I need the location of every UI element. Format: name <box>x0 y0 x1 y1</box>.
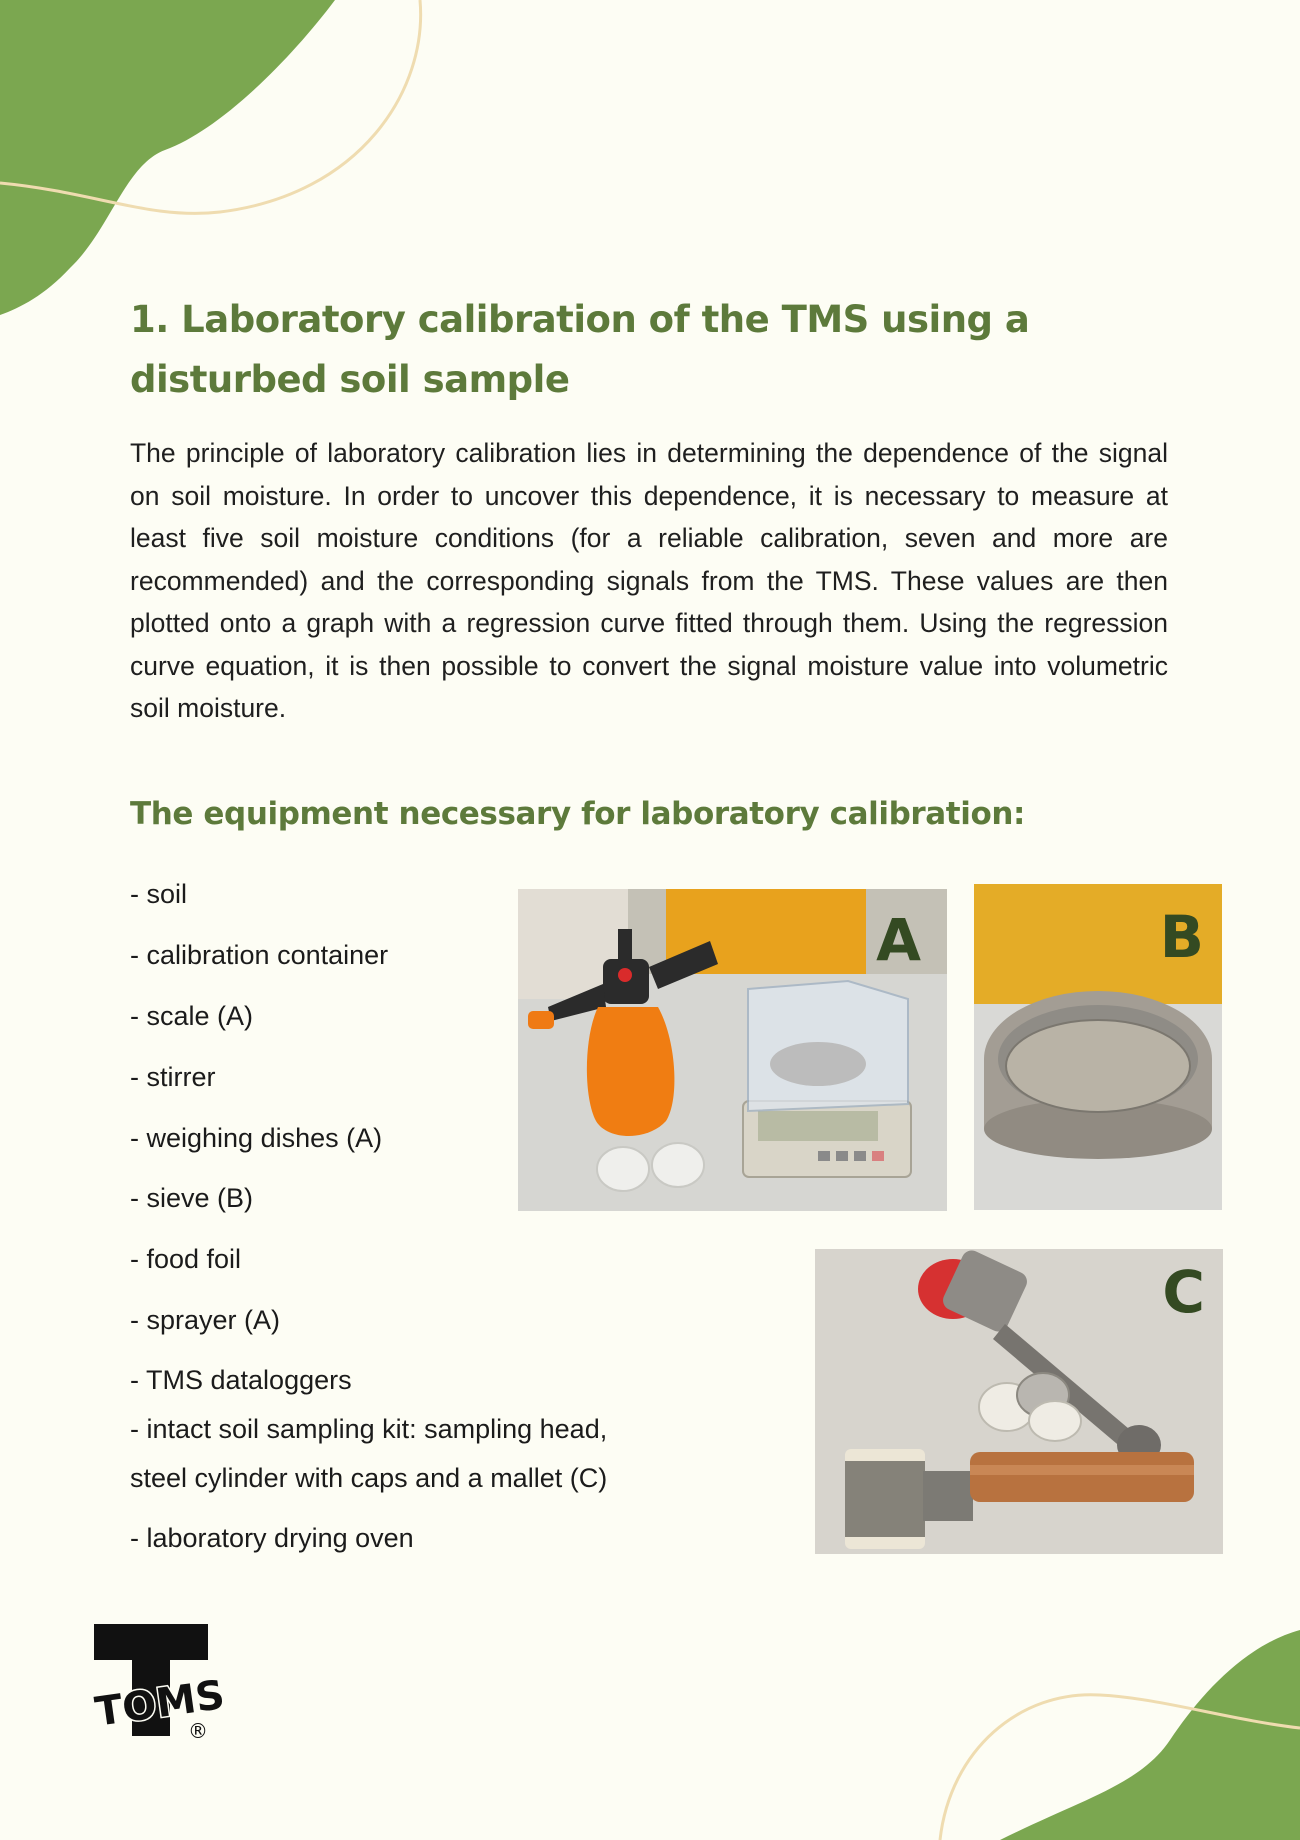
list-item: - laboratory drying oven <box>130 1523 414 1553</box>
list-item: - intact soil sampling kit: sampling head, <box>130 1414 608 1444</box>
list-item: - sieve (B) <box>130 1183 254 1213</box>
list-item: - TMS dataloggers <box>130 1365 352 1395</box>
list-item: - stirrer <box>130 1062 216 1092</box>
intro-paragraph: The principle of laboratory calibration lies in determining the dependence of the signal on soil moisture. In order to uncover this dependence, it is necessary to measure at least five soil moisture conditions (for a reliable calibration, seven and more are recommended) and the corresponding signals from the TMS. These values are then plotted onto a graph with a regression curve fitted through them. Using the regression curve equation, it is then possible to convert the signal moisture value into volumetric soil moisture. <box>130 438 1168 723</box>
tomst-logo-text: TOMST <box>92 1668 222 1736</box>
list-item: - calibration container <box>130 940 389 970</box>
page-title <box>130 290 1130 410</box>
bottom-right-decoration <box>900 1600 1300 1840</box>
photo-a-sprayer-scale <box>518 889 947 1211</box>
list-item: - scale (A) <box>130 1001 254 1031</box>
tomst-logo-mark <box>92 1622 222 1742</box>
page-title-line-1: 1. Laboratory calibration of the TMS using a <box>130 298 1030 341</box>
list-item: - weighing dishes (A) <box>130 1123 383 1153</box>
photo-c-label: C <box>1162 1258 1205 1326</box>
photo-b-sieve <box>974 884 1222 1210</box>
list-item: - sprayer (A) <box>130 1305 281 1335</box>
page-title-line-2: disturbed soil sample <box>130 358 570 401</box>
list-item: - food foil <box>130 1244 242 1274</box>
equipment-heading: The equipment necessary for laboratory calibration: <box>130 796 1026 832</box>
list-item: steel cylinder with caps and a mallet (C) <box>130 1463 608 1493</box>
top-left-decoration <box>0 0 460 330</box>
photo-c-sampling-kit <box>815 1249 1223 1554</box>
list-item: - soil <box>130 879 188 909</box>
tomst-logo <box>92 1622 222 1747</box>
photo-b-label: B <box>1159 903 1204 971</box>
photo-a-label: A <box>876 906 921 974</box>
registered-mark: ® <box>188 1719 208 1742</box>
